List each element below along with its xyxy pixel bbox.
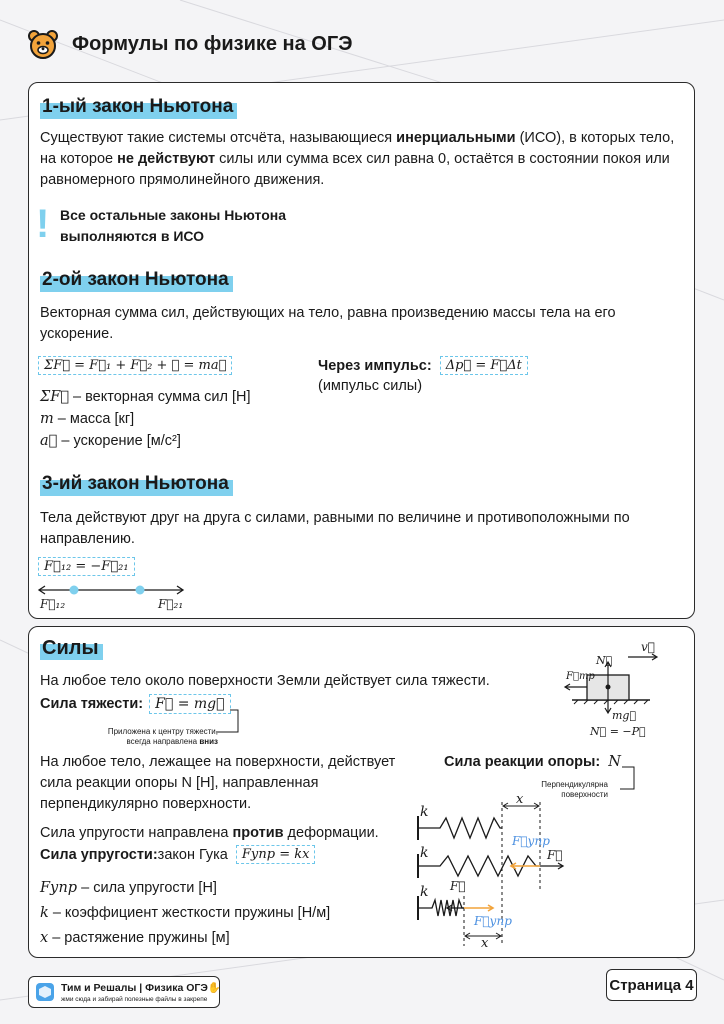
law1-text-part: (ИСО), в которых тело, на которое xyxy=(40,130,675,167)
normal-eq-label: N⃗ = −P⃗ xyxy=(590,725,646,738)
gravity-note-bold: вниз xyxy=(199,737,218,746)
def-symbol: k xyxy=(40,905,49,921)
law1-text-part: силы или сумма всех сил равна 0, остаётся в состоянии покоя или равномерного прямолинейного движения. xyxy=(40,151,670,188)
normal-note-line: поверхности xyxy=(561,790,608,799)
impulse-row xyxy=(318,356,528,375)
page-header xyxy=(26,26,352,62)
forces-title-block xyxy=(40,637,103,659)
def-text: – масса [кг] xyxy=(53,411,135,427)
def-text: – ускорение [м/с²] xyxy=(57,433,181,449)
law3-formula: F⃗₁₂ = −F⃗₂₁ xyxy=(38,557,135,576)
bear-logo-icon xyxy=(26,27,60,61)
law1-text-part: Существуют такие системы отсчёта, называющиеся xyxy=(40,130,397,146)
law2-title-block xyxy=(40,269,233,291)
elastic-text-part: Сила упругости направлена xyxy=(40,825,233,841)
law2-def-row xyxy=(40,408,251,430)
velocity-label: v⃗ xyxy=(641,640,655,654)
law1-note-line: выполняются в ИСО xyxy=(60,228,205,244)
gravity-label: Сила тяжести: xyxy=(40,696,144,712)
f-label-1: F⃗ xyxy=(547,848,563,862)
law3-diagram xyxy=(36,582,186,596)
page-title: Формулы по физике на ОГЭ xyxy=(72,32,353,55)
x-label-top: x xyxy=(516,792,524,807)
footer-brand: Тим и Решалы | Физика ОГЭ xyxy=(61,982,208,994)
law1-note xyxy=(60,205,286,247)
law2-def-row xyxy=(40,430,251,452)
elastic-definitions xyxy=(40,876,330,951)
law2-formula: ΣF⃗ = F⃗₁ + F⃗₂ + ⋯ = ma⃗ xyxy=(38,356,232,375)
law2-title: 2-ой закон Ньютона xyxy=(40,269,233,291)
elastic-law: закон Гука xyxy=(157,846,228,863)
law3-formula-box xyxy=(38,557,135,576)
law2-formula-box xyxy=(38,356,232,375)
def-symbol: m xyxy=(40,411,54,427)
impulse-sub: (импульс силы) xyxy=(318,378,423,394)
law2-text: Векторная сумма сил, действующих на тело, равна произведению массы тела на его ускорение. xyxy=(40,305,616,342)
law3-text: Тела действуют друг на друга с силами, равными по величине и противоположными по направлению. xyxy=(40,510,630,547)
law1-text xyxy=(40,128,680,191)
law3-title-block xyxy=(40,473,233,495)
law2-definitions xyxy=(40,386,251,452)
def-symbol: x xyxy=(40,930,49,946)
footer-brand-link[interactable] xyxy=(28,976,220,1008)
law3-label-right: F⃗₂₁ xyxy=(158,597,184,611)
law3-title: 3-ий закон Ньютона xyxy=(40,473,233,495)
elastic-label: Сила упругости: xyxy=(40,846,158,863)
elastic-def-row xyxy=(40,876,330,901)
elastic-bold-against: против xyxy=(232,825,284,841)
def-symbol: Fупр xyxy=(40,880,78,896)
gravity-note xyxy=(98,727,218,747)
impulse-label: Через импульс: xyxy=(318,357,432,374)
def-text: – растяжение пружины [м] xyxy=(48,930,230,946)
gravity-formula: F⃗ = mg⃗ xyxy=(149,694,230,714)
def-text: – сила упругости [Н] xyxy=(77,880,217,896)
elastic-def-row xyxy=(40,926,330,951)
law3-body-2 xyxy=(136,586,145,595)
normal-label: Сила реакции опоры: xyxy=(444,754,601,770)
elastic-row xyxy=(40,845,315,864)
law1-title: 1-ый закон Ньютона xyxy=(40,96,237,118)
normal-force-label: N⃗ xyxy=(596,654,613,667)
elastic-formula: Fупр = kx xyxy=(236,845,316,864)
page-number: Страница 4 xyxy=(606,969,697,1001)
normal-symbol: N xyxy=(608,754,621,770)
telegram-cube-icon xyxy=(35,982,55,1002)
k-label-1: k xyxy=(420,804,429,820)
k-label-2: k xyxy=(420,845,429,861)
elastic-text xyxy=(40,823,379,844)
k-label-3: k xyxy=(420,884,429,900)
hand-emoji-icon: ✋ xyxy=(207,982,221,994)
normal-text: На любое тело, лежащее на поверхности, действует сила реакции опоры N [Н], направленная перпендикулярно поверхности. xyxy=(40,754,396,812)
f-label-2: F⃗ xyxy=(450,879,466,893)
fupr-label-2: F⃗упр xyxy=(474,914,512,928)
gravity-note-line: Приложена к центру тяжести, xyxy=(107,727,218,736)
exclamation-icon: ! xyxy=(36,202,50,246)
def-symbol: ΣF⃗ xyxy=(40,389,70,405)
def-text: – коэффициент жесткости пружины [Н/м] xyxy=(48,905,331,921)
impulse-formula: Δp⃗ = F⃗Δt xyxy=(440,356,528,375)
law3-label-left: F⃗₁₂ xyxy=(40,597,66,611)
law1-note-line: Все остальные законы Ньютона xyxy=(60,207,286,223)
law1-bold-no-act: не действуют xyxy=(117,151,216,167)
normal-note-line: Перпендикулярна xyxy=(541,780,608,789)
weight-label: mg⃗ xyxy=(612,709,637,722)
law1-bold-inertial: инерциальными xyxy=(396,130,516,146)
x-label-bottom: x xyxy=(481,936,489,951)
gravity-text: На любое тело около поверхности Земли действует сила тяжести. xyxy=(40,673,490,689)
footer-sub: жми сюда и забирай полезные файлы в закрепе xyxy=(61,996,208,1003)
elastic-text-part: деформации. xyxy=(283,825,379,841)
footer-brand-row xyxy=(61,981,221,994)
def-symbol: a⃗ xyxy=(40,433,58,449)
friction-label: F⃗тр xyxy=(566,671,595,682)
spring-rest xyxy=(418,818,502,838)
law2-def-row xyxy=(40,386,251,408)
law3-body-1 xyxy=(70,586,79,595)
fupr-label-1: F⃗упр xyxy=(512,834,550,848)
law1-title-block xyxy=(40,96,237,118)
gravity-note-line: всегда направлена xyxy=(126,737,200,746)
def-text: – векторная сумма сил [Н] xyxy=(69,389,251,405)
elastic-def-row xyxy=(40,901,330,926)
forces-title: Силы xyxy=(40,637,103,659)
